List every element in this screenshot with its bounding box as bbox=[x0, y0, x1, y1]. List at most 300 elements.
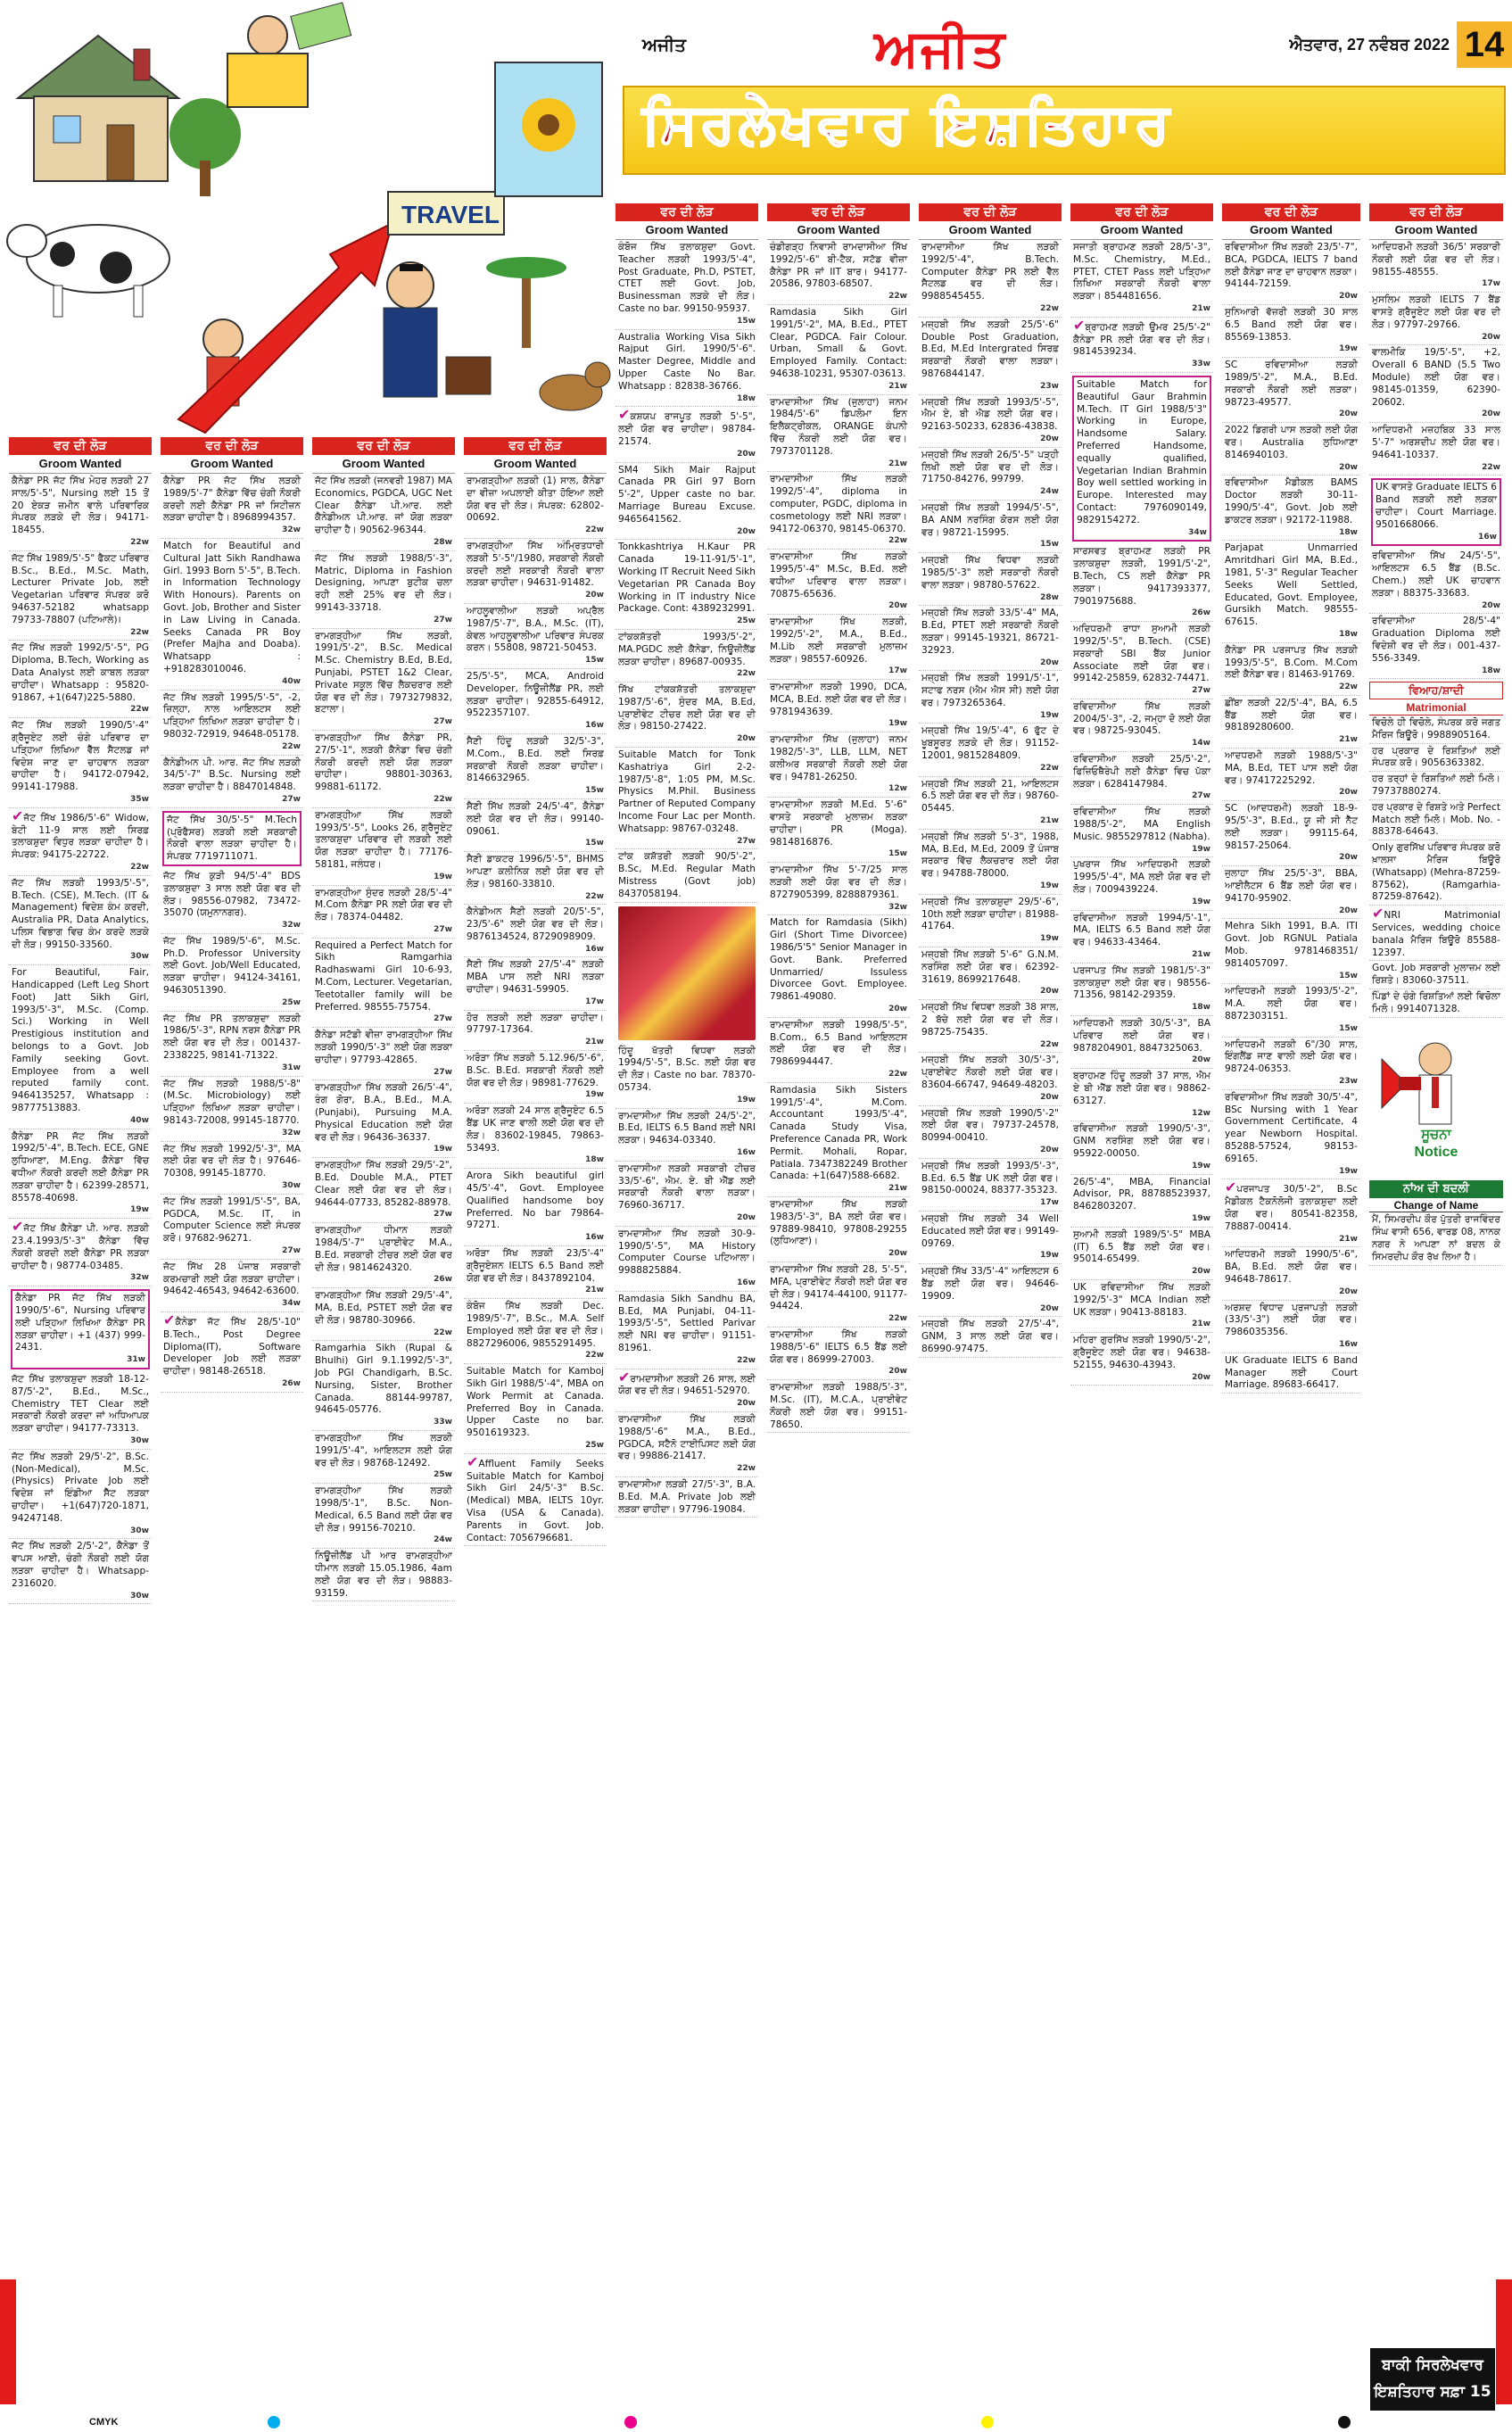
classified-ad bbox=[464, 1011, 607, 1051]
classified-ad bbox=[464, 957, 607, 1010]
section-heading: ਵਰ ਦੀ ਲੋੜ bbox=[1369, 203, 1503, 221]
ad-code: 15w bbox=[1339, 1023, 1358, 1033]
classified-ad bbox=[919, 1212, 1062, 1264]
ad-code: 33w bbox=[1192, 360, 1210, 369]
ad-text: ਕੈਨੇਡਾ PR ਜੱਟ ਸਿੱਖ ਮੇਹਰ ਲੜਕੀ 27 ਸਾਲ/5'-5", Nursing ਲਈ 15 ਤੋਂ 20 ਏਕੜ ਜ਼ਮੀਨ ਵਾਲੇ ਪਰਿਵਾਰਿਕ ਸੰਪਰਕ ਲੜਕੇ ਦੀ ਲੋੜ। 94171-18455. bbox=[12, 476, 149, 536]
classified-ad bbox=[616, 1412, 758, 1477]
change-of-name-subheading: Change of Name bbox=[1369, 1200, 1503, 1213]
classified-ad bbox=[312, 551, 455, 629]
ad-code: 22w bbox=[737, 669, 756, 679]
ad-text: ਆਦਿਧਰਮੀ ਲੜਕੀ 30/5'-3", BA ਪਰਿਵਾਰ ਲਈ ਯੋਗ ਵਰ। 9878204901, 8847325063. bbox=[1073, 1018, 1210, 1054]
ad-text: ਰਾਮਦਾਸੀਆ ਲੜਕੀ 26 ਸਾਲ, ਲਈ ਯੋਗ ਵਰ ਦੀ ਲੋੜ। 94651-52970. bbox=[618, 1373, 756, 1397]
ad-code: 18w bbox=[737, 393, 756, 403]
ad-text: Suitable Match for Tonk Kashatriya Girl 2-2-1987/5'-8", 1:05 PM, M.Sc. Physics M.Phil. Business Partner of Reputed Company Income Four Lac per Month. Whatsapp: 98767-03248. bbox=[618, 749, 756, 834]
ad-text: ਰਵਿਦਾਸੀਆ ਸਿੱਖ ਲੜਕੀ 2004/5'-3", -2, ਜਮ੍ਹਾ ਦੋ ਲਈ ਯੋਗ ਵਰ। 98725-93045. bbox=[1073, 700, 1210, 737]
ad-code: 26w bbox=[1192, 608, 1210, 618]
classified-ad bbox=[312, 1028, 455, 1080]
classified-ad bbox=[616, 540, 758, 630]
classified-ad bbox=[464, 799, 607, 852]
ad-code: 21w bbox=[888, 1184, 907, 1194]
classified-ad bbox=[161, 1077, 303, 1142]
ad-text: ਮਜ਼੍ਹਬੀ ਸਿੱਖ ਲੜਕੀ 1993/5'-3", B.Ed. 6.5 ਬੈਂਡ UK ਲਈ ਯੋਗ ਵਰ। 98150-00024, 88377-35323. bbox=[921, 1160, 1059, 1196]
ad-text: ਮਜ਼੍ਹਬੀ ਸਿੱਖ ਲੜਕੀ 1991/5'-1", ਸਟਾਫ ਨਰਸ (ਐਮ ਐਸ ਸੀ) ਲਈ ਯੋਗ ਵਰ। 7973265364. bbox=[921, 673, 1059, 708]
column-3 bbox=[312, 437, 455, 2409]
classified-ad bbox=[162, 811, 302, 866]
ad-code: 16w bbox=[585, 721, 604, 731]
classified-ad bbox=[1369, 293, 1503, 345]
ad-text: ਵਾਲਮੀਕਿ 19/5'-5", +2, Overall 6 BAND (5.5 Two Module) ਲਈ ਯੋਗ ਵਰ। 98145-01359, 62390-20602. bbox=[1372, 347, 1500, 408]
ad-text: ਮਜ਼੍ਹਬੀ ਸਿੱਖ ਲੜਕੀ 1990/5'-2" ਲਈ ਯੋਗ ਵਰ। 79737-24578, 80994-00410. bbox=[921, 1107, 1059, 1144]
ad-text: ਅਰੋੜਾ ਲੜਕੀ 24 ਸਾਲ ਗ੍ਰੈਜੂਏਟ 6.5 ਬੈਂਡ UK ਜਾਣ ਵਾਲੀ ਲਈ ਯੋਗ ਵਰ ਦੀ ਲੋੜ। 83602-19845, 79863-53493. bbox=[467, 1105, 604, 1154]
ad-code: 18w bbox=[1339, 527, 1358, 537]
ad-text: ਰਵਿਦਾਸੀਆ ਸਿੱਖ ਲੜਕੀ 30/5'-4", BSc Nursing with 1 Year Government Certificate, 4 year Newborn Hospital. 85288-57524, 98153-69165. bbox=[1225, 1091, 1358, 1164]
ad-code: 19w bbox=[1339, 1166, 1358, 1176]
ad-code: 32w bbox=[282, 921, 301, 931]
ad-text: ਕੈਨੇਡੀਅਨ ਸੈਣੀ ਲੜਕੀ 20/5'-5", 23/5'-6" ਲਈ ਯੋਗ ਵਰ ਦੀ ਲੋੜ। 9876134524, 8729098909. bbox=[467, 906, 604, 942]
classified-ad bbox=[919, 395, 1062, 448]
classified-ad bbox=[767, 915, 910, 1017]
ad-text: ਪਰਜਾਪਤ 30/5'-2", B.Sc ਮੈਡੀਕਲ ਟੈਕਨੋਲੋਜੀ ਤਲਾਕਸ਼ੁਦਾ ਲਈ ਯੋਗ ਵਰ। 80541-82358, 78887-00414. bbox=[1225, 1184, 1358, 1232]
classified-ad bbox=[161, 474, 303, 539]
ad-code: 21w bbox=[1339, 735, 1358, 745]
ad-text: ਰਾਮਦਾਸੀਆ ਸਿੱਖ ਲੜਕੀ 1988/5'-6" M.A., B.Ed., PGDCA, ਸਟੈਨੋ ਟਾਈਪਿਸਟ ਲਈ ਯੋਗ ਵਰ। 99886-21417. bbox=[618, 1413, 756, 1462]
classified-ad bbox=[1222, 305, 1360, 358]
classified-ad bbox=[1369, 961, 1503, 989]
section-heading: ਵਰ ਦੀ ਲੋੜ bbox=[312, 437, 455, 455]
ad-code: 20w bbox=[1040, 1303, 1059, 1313]
column-2 bbox=[161, 437, 303, 2409]
classified-ad bbox=[1369, 989, 1503, 1018]
ad-code: 20w bbox=[1040, 434, 1059, 443]
svg-text:TRAVEL: TRAVEL bbox=[401, 201, 500, 228]
classified-ad bbox=[1070, 1280, 1213, 1333]
classified-ad bbox=[1369, 614, 1503, 679]
ad-code: 19w bbox=[1339, 344, 1358, 354]
classified-ad bbox=[1070, 1333, 1213, 1386]
classified-ad bbox=[616, 1477, 758, 1518]
ad-text: ਕੰਬੋਜ ਸਿੱਖ ਲੜਕੀ Dec. 1989/5'-7", B.Sc., M.A. Self Employed ਲਈ ਯੋਗ ਵਰ ਦੀ ਲੋੜ। 8827296006, 9855291495. bbox=[467, 1301, 604, 1349]
classified-ad bbox=[161, 1012, 303, 1077]
ad-text: ਸੁਨਿਆਰੀ ਵੱਜ਼ਰੀ ਲੜਕੀ 30 ਸਾਲ 6.5 Band ਲਈ ਯੋਗ ਵਰ। 85569-13853. bbox=[1225, 306, 1358, 343]
ad-text: Arora Sikh beautiful girl 45/5'-4", Govt. Employee Qualified handsome boy Preferred. No bar 79864-97271. bbox=[467, 1171, 604, 1231]
classified-ad bbox=[616, 1227, 758, 1292]
ad-text: ਸੈਣੀ ਡਾਕਟਰ 1996/5'-5", BHMS ਆਪਣਾ ਕਲੀਨਿਕ ਲਈ ਯੋਗ ਵਰ ਦੀ ਲੋੜ। 98160-33810. bbox=[467, 854, 604, 889]
ad-code: 27w bbox=[282, 1246, 301, 1256]
classified-ad bbox=[464, 604, 607, 669]
ad-code: 21w bbox=[1192, 1319, 1210, 1329]
ad-text: ਮਜ਼੍ਹਬੀ ਸਿੱਖ ਵਿਧਵਾ ਲੜਕੀ 1985/5'-3" ਲਈ ਸਰਕਾਰੀ ਨੌਕਰੀ ਵਾਲਾ ਲੜਕਾ। 98780-57622. bbox=[921, 555, 1059, 591]
classified-ad bbox=[1369, 772, 1503, 800]
ad-code: 22w bbox=[130, 627, 149, 637]
ad-text: ਕੈਨੇਡਾ ਸਟੱਡੀ ਵੀਜ਼ਾ ਰਾਮਗੜ੍ਹੀਆ ਸਿੱਖ ਲੜਕੀ 1990/5'-3" ਲਈ ਯੋਗ ਲੜਕਾ ਚਾਹੀਦਾ। 97793-42865. bbox=[315, 1030, 452, 1065]
ad-text: ਅਰੋੜਾ ਸਿੱਖ ਲੜਕੀ 23/5'-4" ਗ੍ਰੈਜੂਏਸ਼ਨ IELTS 6.5 Band ਲਈ ਯੋਗ ਵਰ ਦੀ ਲੋੜ। 8437892104. bbox=[467, 1248, 604, 1284]
ad-text: ਜੱਟ ਸਿੱਖ ਲੜਕੀ 1990/5'-4" ਗ੍ਰੈਜੂਏਟ ਲਈ ਚੰਗੇ ਪਰਿਵਾਰ ਦਾ ਪੜ੍ਹਿਆ ਲਿਖਿਆ ਵੈੱਲ ਸੈਟਲਡ ਜਾਂ ਵਿਦੇਸ਼ ਜਾਣ ਦਾ ਚਾਹਵਾਨ ਲੜਕਾ ਚਾਹੀਦਾ ਹੈ। 94172-07942, 99141-17988. bbox=[12, 720, 149, 793]
ad-code: 20w bbox=[1482, 600, 1500, 610]
ad-code: 16w bbox=[737, 1148, 756, 1158]
ad-code: 34w bbox=[282, 1299, 301, 1309]
ad-code: 30w bbox=[282, 1181, 301, 1191]
ad-code: 19w bbox=[888, 719, 907, 729]
classified-ad bbox=[161, 691, 303, 756]
ad-code: 16w bbox=[585, 944, 604, 954]
classified-ad bbox=[9, 1450, 152, 1540]
ad-code: 17w bbox=[888, 666, 907, 676]
classified-ad bbox=[312, 1549, 455, 1601]
classified-ad bbox=[161, 1260, 303, 1312]
ad-text: ਮਜ਼੍ਹਬੀ ਸਿੱਖ 33/5'-4" ਆਇਲਟਸ 6 ਬੈਂਡ ਲਈ ਯੋਗ ਵਰ। 94646-19909. bbox=[921, 1266, 1059, 1302]
ad-code: 25w bbox=[282, 997, 301, 1007]
ad-code: 28w bbox=[1040, 592, 1059, 602]
section-heading: ਵਰ ਦੀ ਲੋੜ bbox=[919, 203, 1062, 221]
ad-code: 27w bbox=[1192, 686, 1210, 696]
ad-text: ਰਵਿਦਾਸੀਆ ਸਿੱਖ ਲੜਕੀ 23/5'-7", BCA, PGDCA, IELTS 7 band ਲਈ ਕੈਨੇਡਾ ਜਾਣ ਦਾ ਚਾਹਵਾਨ ਲੜਕਾ। 94144-72159. bbox=[1225, 242, 1358, 290]
classified-ad bbox=[616, 682, 758, 748]
ad-code: 27w bbox=[434, 1067, 452, 1077]
ad-text: ਕੈਨੇਡਾ PR ਜੱਟ ਸਿੱਖ ਲੜਕੀ 1990/5'-6", Nursing ਪਰਿਵਾਰ ਲਈ ਪੜ੍ਹਿਆ ਲਿਖਿਆ ਕੈਨੇਡਾ PR ਲੜਕਾ ਚਾਹੀਦਾ। +1 (437) 999-2431. bbox=[15, 1293, 145, 1353]
classified-ad bbox=[919, 448, 1062, 500]
classified-ad bbox=[616, 240, 758, 330]
ad-code: 25w bbox=[585, 1440, 604, 1450]
classified-ad bbox=[1222, 984, 1360, 1037]
classified-ad bbox=[1070, 699, 1213, 752]
classified-ad bbox=[1222, 1090, 1360, 1180]
section-subheading: Groom Wanted bbox=[1070, 221, 1213, 240]
ad-code: 20w bbox=[1339, 788, 1358, 798]
ad-text: ਜੱਟ ਸਿੱਖ ਤਲਾਕਸ਼ੁਦਾ ਲੜਕੀ 18-12-87/5'-2", B.Ed., M.Sc., Chemistry TET Clear ਲਈ ਸਰਕਾਰੀ ਨੌਕਰੀ ਕਰਦਾ ਜਾਂ ਅਧਿਆਪਕ ਲੜਕਾ ਚਾਹੀਦਾ। 94177-73313. bbox=[12, 1373, 149, 1435]
ad-code: 19w bbox=[1040, 881, 1059, 891]
classified-ad bbox=[1070, 1175, 1213, 1228]
ad-text: For Beautiful, Fair, Handicapped (Left Leg Short Foot) Jatt Sikh Girl, 1993/5'-3", M.Sc. (Comp. Sci.) Working in Well Prestigious institution and belongs to a Govt. Job Family seeking Govt. Employee from a well reputed family cont. 9464135257, Whatsapp : 98777513883. bbox=[12, 967, 149, 1114]
classified-ad bbox=[312, 731, 455, 808]
ad-text: ਰਾਮਗੜ੍ਹੀਆ ਸਿੱਖ ਲੜਕੀ 26/5'-4", ਰੰਗ ਗੋਰਾ, B.A., B.Ed., M.A. (Punjabi), Pursuing M.A. Physical Education ਲਈ ਯੋਗ ਵਰ ਦੀ ਲੋੜ। 96436-36337. bbox=[315, 1082, 452, 1143]
publication-date: ਐਤਵਾਰ, 27 ਨਵੰਬਰ 2022 bbox=[1289, 36, 1450, 54]
classified-ad bbox=[1072, 376, 1211, 542]
classified-ad bbox=[1222, 1179, 1360, 1247]
ad-text: ਮੁਸਲਿਮ ਲੜਕੀ IELTS 7 ਬੈਂਡ ਵਾਸਤੇ ਗ੍ਰੈਜੂਏਟ ਲਈ ਯੋਗ ਵਰ ਦੀ ਲੋੜ। 97797-29766. bbox=[1372, 294, 1500, 330]
column-9 bbox=[1222, 203, 1360, 2409]
classified-ad bbox=[767, 1328, 910, 1380]
classified-ad bbox=[767, 550, 910, 615]
classified-ad bbox=[1070, 911, 1213, 964]
ad-code: 22w bbox=[737, 1464, 756, 1474]
ad-text: ਆਦਿਧਰਮੀ ਲੜਕੀ 1990/5'-6", BA, B.Ed. ਲਈ ਯੋਗ ਵਰ। 94648-78617. bbox=[1225, 1249, 1358, 1285]
ad-code: 22w bbox=[282, 741, 301, 751]
classified-ad bbox=[312, 1080, 455, 1158]
ad-text: Govt. Job ਸਰਕਾਰੀ ਮੁਲਾਜ਼ਮ ਲਈ ਰਿਸ਼ਤੇ। 83060-37511. bbox=[1372, 963, 1500, 987]
ad-text: SC ਰਵਿਦਾਸੀਆ ਲੜਕੀ 1989/5'-2", M.A., B.Ed. ਸਰਕਾਰੀ ਨੌਕਰੀ ਲਈ ਲੜਕਾ। 98723-49577. bbox=[1225, 360, 1358, 408]
ad-text: ਹੋਰ ਲੜਕੀ ਲਈ ਲੜਕਾ ਚਾਹੀਦਾ। 97797-17364. bbox=[467, 1012, 604, 1036]
ad-text: ਕੈਨੇਡੀਅਨ ਪੀ. ਆਰ. ਜੱਟ ਸਿੱਖ ਲੜਕੀ 34/5'-7" B.Sc. Nursing ਲਈ ਲੜਕਾ ਚਾਹੀਦਾ ਹੈ। 8847014848. bbox=[163, 757, 301, 793]
classified-ad bbox=[616, 407, 758, 462]
ad-code: 30w bbox=[130, 1526, 149, 1535]
classified-ad bbox=[767, 472, 910, 550]
ad-code: 26w bbox=[434, 1275, 452, 1285]
ad-text: ਰਾਮਦਾਸੀਆ ਸਿੱਖ ਲੜਕੀ 1995/5'-4" M.Sc, B.Ed. ਲਈ ਵਧੀਆ ਪਰਿਵਾਰ ਵਾਲਾ ਲੜਕਾ। 70875-65636. bbox=[770, 551, 907, 600]
ad-code: 19w bbox=[1192, 1161, 1210, 1171]
section-heading: ਵਰ ਦੀ ਲੋੜ bbox=[767, 203, 910, 221]
classified-ad bbox=[919, 500, 1062, 553]
ad-text: ਰਾਮਦਾਸੀਆ ਸਿੱਖ ਲੜਕੀ 24/5'-2", B.Ed, IELTS 6.5 Band ਲਈ NRI ਲੜਕਾ। 94634-03340. bbox=[618, 1110, 756, 1146]
ad-text: ਸੈਣੀ ਸਿੱਖ ਲੜਕੀ 24/5'-4", ਕੈਨੇਡਾ ਲਈ ਯੋਗ ਵਰ ਦੀ ਲੋੜ। 99140-09061. bbox=[467, 800, 604, 837]
ad-text: Match for Ramdasia (Sikh) Girl (Short Time Divorcee) 1986/5'5" Senior Manager in Govt. Bank. Preferred Unmarried/ Issuless Divorcee Govt. Employee. 79861-49080. bbox=[770, 917, 907, 1003]
ad-text: ਜੱਟ ਸਿੱਖ 1989/5'-5" ਫੈਕਟ ਪਰਿਵਾਰ B.Sc., B.Ed., M.Sc. Math, Lecturer Private Job, ਲਈ Vegetarian ਪਰਿਵਾਰ ਸੰਪਰਕ ਕਰੋ 94637-52182 whatsapp 79733-78807 (ਪਟਿਆਲੇ)। bbox=[12, 552, 149, 625]
classified-ad bbox=[1371, 478, 1501, 546]
column-7 bbox=[919, 203, 1062, 2409]
ad-text: ਜੱਟ ਸਿੱਖ ਲੜਕੀ 1993/5'-5", B.Tech. (CSE), M.Tech. (IT & Management) ਵਿਦੇਸ਼ ਕੰਮ ਕਰਦੀ, Australia PR, Data Analytics, ਪਲਿਸ ਵਿਭਾਗ ਵਿਚ ਕੰਮ ਕਰਦੇ ਲੜਕੇ ਦੀ ਲੋੜ। 99150-33560. bbox=[12, 877, 149, 950]
classified-ad bbox=[767, 395, 910, 473]
classified-ad bbox=[767, 863, 910, 915]
ad-text: ਹਰ ਪ੍ਰਕਾਰ ਦੇ ਰਿਸ਼ਤੇ ਅਤੇ Perfect Match ਲਈ ਮਿਲੋ। Mob. No. - 88378-64643. bbox=[1372, 801, 1500, 838]
ad-code: 18w bbox=[1339, 629, 1358, 639]
classified-ad bbox=[161, 934, 303, 1012]
classified-ad bbox=[767, 1018, 910, 1083]
ad-code: 15w bbox=[1040, 540, 1059, 550]
classified-ad bbox=[1369, 423, 1503, 476]
ad-text: ਰਵਿਦਾਸੀਆ ਲੜਕੀ 25/5'-2", ਫਿਜ਼ਿਓਥੈਰੇਪੀ ਲਈ ਕੈਨੇਡਾ ਵਿਚ ਪੱਕਾ ਲੜਕਾ। 6284147984. bbox=[1073, 754, 1210, 790]
ad-code: 12w bbox=[888, 784, 907, 794]
ad-text: ਕੈਨੇਡਾ PR ਪਰਜਾਪਤ ਸਿੱਖ ਲੜਕੀ 1993/5'-5", B.Com. M.Com ਲਈ ਕੈਨੇਡਾ ਵਰ। 81463-91769. bbox=[1225, 644, 1358, 681]
registration-dot-cyan bbox=[268, 2416, 280, 2428]
classified-ad bbox=[312, 1431, 455, 1484]
ad-code: 19w bbox=[1040, 710, 1059, 720]
classified-ad bbox=[9, 1129, 152, 1220]
ad-text: ਰਾਮਗੜ੍ਹੀਆ ਸੁੰਦਰ ਲੜਕੀ 28/5'-4" M.Com ਕੈਨੇਡਾ PR ਲਈ ਯੋਗ ਵਰ ਦੀ ਲੋੜ। 78374-04482. bbox=[315, 887, 452, 923]
ad-text: ਜੱਟ ਸਿੱਖ ਲੜਕੀ 1992/5'-3", MA ਲਈ ਯੋਗ ਵਰ ਦੀ ਲੋੜ ਹੈ। 97646-70308, 99145-18770. bbox=[163, 1143, 301, 1179]
ad-text: ਜੱਟ ਸਿੱਖ 28 ਪੰਜਾਬ ਸਰਕਾਰੀ ਕਰਮਚਾਰੀ ਲਈ ਯੋਗ ਲੜਕਾ ਚਾਹੀਦਾ। 94642-46543, 94642-63600. bbox=[163, 1261, 301, 1297]
ad-text: ਸੈਣੀ ਸਿੱਖ ਲੜਕੀ 27/5'-4" ਲੜਕੀ MBA ਪਾਸ ਲਈ NRI ਲੜਕਾ ਚਾਹੀਦਾ। 94631-59905. bbox=[467, 959, 604, 996]
ad-code: 24w bbox=[434, 1535, 452, 1545]
classified-ad bbox=[1222, 1247, 1360, 1300]
ad-code: 30w bbox=[130, 1591, 149, 1601]
ad-code: 22w bbox=[585, 525, 604, 535]
classified-ad bbox=[464, 905, 607, 957]
classified-ad bbox=[1070, 857, 1213, 910]
ad-text: ਰਾਮਦਾਸੀਆ ਸਿੱਖ ਲੜਕੀ 1992/5'-4", diploma in computer, PGDC, diploma in cosmetology ਲਈ NRI ਲੜਕਾ। 94172-06370, 98145-06370. bbox=[770, 474, 907, 534]
ad-text: ਰਾਮਦਾਸੀਆ ਲੜਕੀ 1988/5'-3", M.Sc. (IT), M.C.A., ਪ੍ਰਾਈਵੇਟ ਨੌਕਰੀ ਲਈ ਯੋਗ ਵਰ। 99151-78650. bbox=[770, 1382, 907, 1430]
ad-code: 17w bbox=[585, 997, 604, 1006]
classified-ad bbox=[1070, 622, 1213, 699]
ad-text: ਆਹਲੂਵਾਲੀਆ ਲੜਕੀ ਅਪ੍ਰੈਲ 1987/5'-7", B.A., M.Sc. (IT), ਕੇਵਲ ਆਹਲੂਵਾਲੀਆ ਪਰਿਵਾਰ ਸੰਪਰਕ ਕਰਨ। 55808, 98721-50453. bbox=[467, 605, 604, 654]
travel-illustration bbox=[0, 0, 616, 435]
classified-ad bbox=[9, 1539, 152, 1604]
ad-code: 22w bbox=[888, 1070, 907, 1079]
ad-text: ਮਜ਼੍ਹਬੀ ਸਿੱਖ ਲੜਕੀ 27/5'-4", GNM, 3 ਸਾਲ ਲਈ ਯੋਗ ਵਰ। 86990-97475. bbox=[921, 1319, 1059, 1354]
classified-ad bbox=[9, 718, 152, 808]
ad-code: 32w bbox=[888, 902, 907, 912]
classified-ad bbox=[464, 1104, 607, 1169]
ad-code: 21w bbox=[585, 1038, 604, 1047]
ad-code: 21w bbox=[888, 381, 907, 391]
section-subheading: Groom Wanted bbox=[312, 455, 455, 474]
column-6 bbox=[767, 203, 910, 2409]
ad-text: ਮਜ਼੍ਹਬੀ ਸਿੱਖ ਲੜਕੀ 33/5'-4" MA, B.Ed, PTET ਲਈ ਸਰਕਾਰੀ ਨੌਕਰੀ ਲੜਕਾ। 99145-19321, 86721-32923. bbox=[921, 608, 1059, 656]
ad-code: 30w bbox=[130, 952, 149, 962]
ad-text: ਬ੍ਰਾਹਮਣ ਲੜਕੀ ਉਮਰ 25/5'-2" ਕੈਨੇਡਾ PR ਲਈ ਯੋਗ ਵਰ ਦੀ ਲੋੜ। 9814539234. bbox=[1073, 321, 1210, 358]
ad-code: 34w bbox=[1188, 527, 1207, 537]
classified-ad bbox=[767, 680, 910, 732]
ad-text: ਆਦਿਧਰਮੀ ਲੜਕੀ 1993/5'-2", M.A. ਲਈ ਯੋਗ ਵਰ। 8872303151. bbox=[1225, 986, 1358, 1022]
ad-text: ਰਵਿਦਾਸੀਆ ਮੈਡੀਕਲ BAMS Doctor ਲੜਕੀ 30-11-1990/5'-4", Govt. Job ਲਈ ਡਾਕਟਰ ਲੜਕਾ। 92172-11988. bbox=[1225, 477, 1358, 525]
classified-ad bbox=[1222, 801, 1360, 866]
classified-ad bbox=[1070, 752, 1213, 805]
classified-ad bbox=[919, 1159, 1062, 1212]
classified-ad bbox=[1222, 358, 1360, 423]
classified-ad bbox=[9, 551, 152, 641]
classified-ad bbox=[161, 1195, 303, 1260]
ad-text: ਅਰਸ਼ਦ ਵਿਧਾਦ ਪ੍ਰਜਾਪਤੀ ਲੜਕੀ (33/5'-3") ਲਈ ਯੋਗ ਵਰ। 7986035356. bbox=[1225, 1302, 1358, 1338]
ad-code: 31w bbox=[127, 1355, 145, 1365]
ad-text: ਜੱਟ ਸਿੱਖ ਲੜਕੀ 2/5'-2", ਕੈਨੇਡਾ ਤੋਂ ਵਾਪਸ ਆਈ, ਚੰਗੀ ਨੌਕਰੀ ਲਈ ਯੋਗ ਲੜਕਾ ਚਾਹੀਦਾ ਹੈ। Whatsapp-2316020. bbox=[12, 1541, 149, 1589]
ad-text: ਰਾਮਦਾਸੀਆ ਲੜਕੀ 1998/5'-5", B.Com., 6.5 Band ਆਇਲਟਸ ਲਈ ਯੋਗ ਵਰ ਦੀ ਲੋੜ। 7986994447. bbox=[770, 1019, 907, 1068]
ad-text: ਮਜ਼੍ਹਬੀ ਸਿੱਖ ਲੜਕੀ 5'-6" G.N.M. ਨਰਸਿੰਗ ਲਈ ਯੋਗ ਵਰ। 62392-31619, 8699217648. bbox=[921, 949, 1059, 985]
ad-code: 22w bbox=[1040, 303, 1059, 313]
ad-text: ਸਜਾਤੀ ਬ੍ਰਾਹਮਣ ਲੜਕੀ 28/5'-3", M.Sc. Chemistry, M.Ed., PTET, CTET Pass ਲਈ ਪੜ੍ਹਿਆ ਲਿਖਿਆ ਸਰਕਾਰੀ ਨੌਕਰੀ ਵਾਲਾ ਲੜਕਾ। 854481656. bbox=[1073, 242, 1210, 302]
ad-code: 20w bbox=[1192, 1267, 1210, 1277]
notice-box bbox=[1373, 1023, 1500, 1175]
classified-ad bbox=[919, 947, 1062, 1000]
ad-code: 30w bbox=[130, 1435, 149, 1445]
ad-text: ਚੰਡੀਗੜ੍ਹ ਨਿਵਾਸੀ ਰਾਮਦਾਸੀਆ ਸਿੱਖ 1992/5'-6" ਬੀ-ਟੈਕ, ਸਟੱਡ ਵੀਜ਼ਾ ਕੈਨੇਡਾ PR ਜਾਂ IIT ਬਾਰ। 94177-20586, 97803-68507. bbox=[770, 242, 907, 290]
ad-text: UK ਵਾਸਤੇ Graduate IELTS 6 Band ਲੜਕੀ ਲਈ ਲੜਕਾ ਚਾਹੀਦਾ। Court Marriage. 9501668066. bbox=[1376, 482, 1497, 530]
page-title: ਸਿਰਲੇਖਵਾਰ ਇਸ਼ਤਿਹਾਰ bbox=[642, 91, 1173, 156]
ad-text: ਰਵਿਦਾਸੀਆ ਲੜਕੀ 1990/5'-3", GNM ਨਰਸਿੰਗ ਲਈ ਯੋਗ ਵਰ। 95922-00050. bbox=[1073, 1123, 1210, 1159]
registration-dot-yellow bbox=[981, 2416, 994, 2428]
ad-text: ਜੱਟ ਸਿੱਖ ਲੜਕੀ (ਜਨਵਰੀ 1987) MA Economics, PGDCA, UGC Net Clear ਕੈਨੇਡਾ ਪੀ.ਆਰ. ਲਈ ਕੈਨੇਡੀਅਨ ਪੀ.ਆਰ. ਜਾਂ ਯੋਗ ਲੜਕਾ ਚਾਹੀਦਾ ਹੈ। 90562-96344. bbox=[315, 476, 452, 536]
ad-code: 21w bbox=[1192, 303, 1210, 313]
ad-text: ਕੈਨੇਡਾ ਜੱਟ ਸਿੱਖ 28/5'-10" B.Tech., Post Degree Diploma(IT), Software Developer Job ਲਈ ਲੜਕਾ ਚਾਹੀਦਾ। 98148-26518. bbox=[163, 1317, 301, 1377]
section-subheading: Groom Wanted bbox=[464, 455, 607, 474]
ad-code: 22w bbox=[1040, 763, 1059, 773]
margin-marker-left bbox=[0, 2279, 16, 2404]
ad-text: Australia Working Visa Sikh Rajput Girl. 1990/5'-6". Master Degree, Middle and Upper Caste No Bar. Whatsapp : 82838-36766. bbox=[618, 331, 756, 392]
classified-ad bbox=[919, 671, 1062, 724]
classified-ad bbox=[1070, 1228, 1213, 1280]
ad-code: 21w bbox=[1339, 1234, 1358, 1244]
classified-ad bbox=[919, 830, 1062, 895]
classified-ad bbox=[767, 798, 910, 863]
ad-text: 26/5'-4", MBA, Financial Advisor, PR, 88788523937, 8462803207. bbox=[1073, 1176, 1210, 1212]
ad-code: 20w bbox=[888, 1249, 907, 1259]
ad-text: ਮਜ਼੍ਹਬੀ ਸਿੱਖ ਲੜਕੀ 21, ਆਇਲਟਸ 6.5 ਲਈ ਯੋਗ ਵਰ ਦੀ ਲੋੜ। 98760-05445. bbox=[921, 778, 1059, 815]
classified-ad bbox=[767, 1262, 910, 1328]
ad-text: ਆਦਿਧਰਮੀ ਲੜਕੀ 6"/30 ਸਾਲ, ਇੰਗਲੈਂਡ ਜਾਣ ਵਾਲੀ ਲਈ ਯੋਗ ਵਰ। 98724-06353. bbox=[1225, 1038, 1358, 1075]
classified-ad bbox=[1369, 744, 1503, 773]
ad-code: 20w bbox=[737, 1399, 756, 1409]
page-number: 14 bbox=[1457, 21, 1512, 68]
ad-code: 31w bbox=[282, 1063, 301, 1072]
ad-code: 23w bbox=[1339, 1077, 1358, 1086]
ad-text: ਰਾਮਦਾਸੀਆ ਸਿੱਖ 5'-7/25 ਸਾਲ ਲੜਕੀ ਲਈ ਯੋਗ ਵਰ ਦੀ ਲੋੜ। 8727905399, 8288879361. bbox=[770, 864, 907, 900]
ad-code: 15w bbox=[737, 316, 756, 326]
ad-code: 20w bbox=[737, 449, 756, 459]
ad-text: ਜੁਲਾਹਾ ਸਿੱਖ 25/5'-3", BBA, ਆਈਲੈਟਸ 6 ਬੈਂਡ ਲਈ ਯੋਗ ਵਰ। 94170-95902. bbox=[1225, 868, 1358, 904]
classified-ad bbox=[11, 1289, 150, 1369]
ad-code: 25w bbox=[737, 616, 756, 626]
section-subheading: Groom Wanted bbox=[767, 221, 910, 240]
ad-text: Only ਗੁਰਸਿੱਖ ਪਰਿਵਾਰ ਸੰਪਰਕ ਕਰੋ ਖ਼ਾਲਸਾ ਮੈਰਿਜ ਬਿਊਰੋ (Whatsapp) (Mehra-87259-87562), (Ramgarhia-87259-87642). bbox=[1372, 842, 1500, 903]
column-8 bbox=[1070, 203, 1213, 2409]
classified-ad bbox=[1222, 696, 1360, 749]
section-heading: ਵਰ ਦੀ ਲੋੜ bbox=[464, 437, 607, 455]
ad-text: ਰਾਮਗੜ੍ਹੀਆ ਧੀਮਾਨ ਲੜਕੀ 1984/5'-7" ਪ੍ਰਾਈਵੇਟ M.A., B.Ed. ਸਰਕਾਰੀ ਟੀਚਰ ਲਈ ਯੋਗ ਵਰ ਦੀ ਲੋੜ। 9814624320. bbox=[315, 1225, 452, 1273]
change-of-name-heading: ਨਾਂਅ ਦੀ ਬਦਲੀ bbox=[1369, 1180, 1503, 1198]
classified-ad bbox=[616, 1044, 758, 1109]
ad-text: Ramdasia Sikh Sandhu BA, B.Ed, MA Punjabi, 04-11-1993/5'-5", Settled Parivar ਲਈ NRI ਵਰ ਚਾਹੀਦਾ। 91151-81961. bbox=[618, 1293, 756, 1353]
classified-ad bbox=[919, 777, 1062, 830]
classified-ad bbox=[312, 886, 455, 939]
classified-ad bbox=[9, 965, 152, 1129]
ad-code: 26w bbox=[282, 1378, 301, 1388]
masthead bbox=[616, 14, 1512, 202]
ad-code: 27w bbox=[434, 717, 452, 727]
classified-ad bbox=[767, 1380, 910, 1433]
classified-ad bbox=[616, 630, 758, 682]
ad-text: ਪਿੰਡਾਂ ਦੇ ਚੰਗੇ ਰਿਸ਼ਤਿਆਂ ਲਈ ਵਿਚੋਲਾ ਮਿਲੋ। 9914071328. bbox=[1372, 991, 1500, 1014]
ad-code: 22w bbox=[888, 1314, 907, 1324]
masthead-logo: ਅਜੀਤ bbox=[874, 18, 1007, 79]
notice-label-en: Notice bbox=[1414, 1144, 1458, 1160]
ad-text: ਰਾਮਦਾਸੀਆ ਸਿੱਖ ਲੜਕੀ 1983/5'-3", BA ਲਈ ਯੋਗ ਵਰ। 97889-98410, 97808-29255 (ਲੁਧਿਆਣਾ)। bbox=[770, 1198, 907, 1247]
ad-code: 16w bbox=[1478, 532, 1497, 542]
ad-code: 23w bbox=[1040, 381, 1059, 391]
ad-code: 22w bbox=[130, 537, 149, 547]
ad-text: ਰਾਮਦਾਸੀਆ ਲੜਕੀ ਸਰਕਾਰੀ ਟੀਚਰ 33/5'-6", ਐਮ. ਏ. ਬੀ ਐੱਡ ਲਈ ਸਰਕਾਰੀ ਨੌਕਰੀ ਵਾਲਾ ਲੜਕਾ। 76960-36717. bbox=[618, 1162, 756, 1212]
ad-text: ਮਜ਼੍ਹਬੀ ਸਿੱਖ ਤਲਾਕਸ਼ੁਦਾ 29/5'-6", 10th ਲਈ ਲੜਕਾ ਚਾਹੀਦਾ। 81988-41764. bbox=[921, 896, 1059, 932]
ad-text: ਰਾਮਦਾਸੀਆ ਸਿੱਖ ਲੜਕੀ 30-9-1990/5'-5", MA History Computer Course ਪਟਿਆਲਾ। 9988825884. bbox=[618, 1228, 756, 1277]
ad-text: ਮੈਂ, ਸਿਮਰਦੀਪ ਕੌਰ ਪੁੱਤਰੀ ਰਾਜਵਿੰਦਰ ਸਿੰਘ ਵਾਸੀ 656, ਵਾਰਡ 08, ਨਾਨਕ ਨਗਰ ਨੇ ਆਪਣਾ ਨਾਂ ਬਦਲ ਕੇ ਸਿਮਰਦੀਪ ਕੌਰ ਰੱਖ ਲਿਆ ਹੈ। bbox=[1372, 1214, 1500, 1262]
classified-ad bbox=[919, 724, 1062, 776]
classified-ad bbox=[312, 808, 455, 886]
classified-ad bbox=[1070, 1069, 1213, 1121]
ad-code: 22w bbox=[888, 536, 907, 546]
ad-text: ਰਾਮਦਾਸੀਆ ਸਿੱਖ ਲੜਕੀ, 1992/5'-2", M.A., B.Ed., M.Lib ਲਈ ਸਰਕਾਰੀ ਮੁਲਾਜ਼ਮ ਲੜਕਾ। 98557-60926. bbox=[770, 616, 907, 665]
classified-ad bbox=[464, 1299, 607, 1364]
classified-ad bbox=[616, 748, 758, 849]
ad-text: ਰਾਮਗੜ੍ਹੀਆ ਲੜਕੀ (1) ਸਾਲ, ਕੈਨੇਡਾ ਦਾ ਵੀਜ਼ਾ ਅਪਲਾਈ ਕੀਤਾ ਹੋਇਆ ਲਈ ਯੋਗ ਵਰ ਦੀ ਲੋੜ। ਸੰਪਰਕ: 62802-00692. bbox=[467, 476, 604, 524]
classified-ad bbox=[767, 1083, 910, 1197]
classified-ad bbox=[312, 1158, 455, 1223]
registration-dot-black bbox=[1338, 2416, 1351, 2428]
name-change-ad bbox=[1369, 1212, 1503, 1265]
ad-text: ਰਾਮਦਾਸੀਆ ਸਿੱਖ (ਜੁਲਾਹਾ) ਜਨਮ 1984/5'-6" ਡਿਪਲੋਮਾ ਇਨ ਇਲੈਕਟ੍ਰੀਕਲ, ORANGE ਕੰਪਨੀ ਵਿੱਚ ਨੌਕਰੀ ਲਈ ਯੋਗ ਵਰ। 7973701128. bbox=[770, 396, 907, 457]
classified-ad bbox=[9, 1219, 152, 1286]
ad-text: ਜੱਟ ਸਿੱਖ ਲੜਕੀ 1991/5'-5", BA, PGDCA, M.Sc. IT, in Computer Science ਲਈ ਸੰਪਰਕ ਕਰੋ। 97682-96271. bbox=[163, 1195, 301, 1245]
classified-ad bbox=[464, 474, 607, 539]
ad-code: 19w bbox=[1192, 844, 1210, 854]
ad-code: 40w bbox=[130, 1115, 149, 1125]
ad-text: ਅਰੋੜਾ ਸਿੱਖ ਲੜਕੀ 5.12.96/5'-6", B.Sc. B.Ed. ਸਰਕਾਰੀ ਨੌਕਰੀ ਲਈ ਯੋਗ ਵਰ ਦੀ ਲੋੜ। 98981-77629. bbox=[467, 1053, 604, 1088]
ad-code: 20w bbox=[1339, 853, 1358, 863]
ad-text: ਪਰਜਾਪਤ ਸਿੱਖ ਲੜਕੀ 1981/5'-3" ਤਲਾਕਸ਼ੁਦਾ ਲਈ ਯੋਗ ਵਰ। 98556-71356, 98142-29359. bbox=[1073, 964, 1210, 1001]
classified-ad bbox=[616, 330, 758, 408]
classified-ad bbox=[919, 318, 1062, 395]
ad-code: 19w bbox=[130, 1205, 149, 1215]
classified-ad bbox=[161, 539, 303, 691]
ad-code: 19w bbox=[585, 1090, 604, 1100]
ad-text: ਰਵਿਦਾਸੀਆ 28/5'-4" Graduation Diploma ਲਈ ਵਿਦੇਸ਼ੀ ਵਰ ਦੀ ਲੋੜ। 001-437-556-3349. bbox=[1372, 616, 1500, 664]
ad-code: 22w bbox=[434, 1328, 452, 1337]
ad-text: ਰਾਮਗੜ੍ਹੀਆ ਸਿੱਖ ਲੜਕੀ 29/5'-4", MA, B.Ed, PSTET ਲਈ ਯੋਗ ਵਰ ਦੀ ਲੋੜ। 98780-30966. bbox=[315, 1290, 452, 1326]
ad-text: ਹਰ ਪ੍ਰਕਾਰ ਦੇ ਰਿਸ਼ਤਿਆਂ ਲਈ ਸੰਪਰਕ ਕਰੋ। 9056363382. bbox=[1372, 745, 1500, 769]
ad-text: ਆਦਿਧਰਮੀ ਲੜਕੀ 36/5' ਸਰਕਾਰੀ ਨੌਕਰੀ ਲਈ ਯੋਗ ਵਰ ਦੀ ਲੋੜ। 98155-48555. bbox=[1372, 242, 1500, 277]
classified-ad bbox=[9, 474, 152, 551]
ad-code: 19w bbox=[434, 872, 452, 881]
ad-text: UK ਰਵਿਦਾਸੀਆ ਸਿੱਖ ਲੜਕੀ 1992/5'-3" MCA Indian ਲਈ UK ਲੜਕਾ। 90413-88183. bbox=[1073, 1281, 1210, 1318]
classified-ad bbox=[312, 939, 455, 1029]
classified-ad bbox=[1369, 345, 1503, 423]
matrimonial-heading: ਵਿਆਹ/ਸ਼ਾਦੀ bbox=[1369, 682, 1503, 699]
ad-code: 27w bbox=[434, 615, 452, 625]
